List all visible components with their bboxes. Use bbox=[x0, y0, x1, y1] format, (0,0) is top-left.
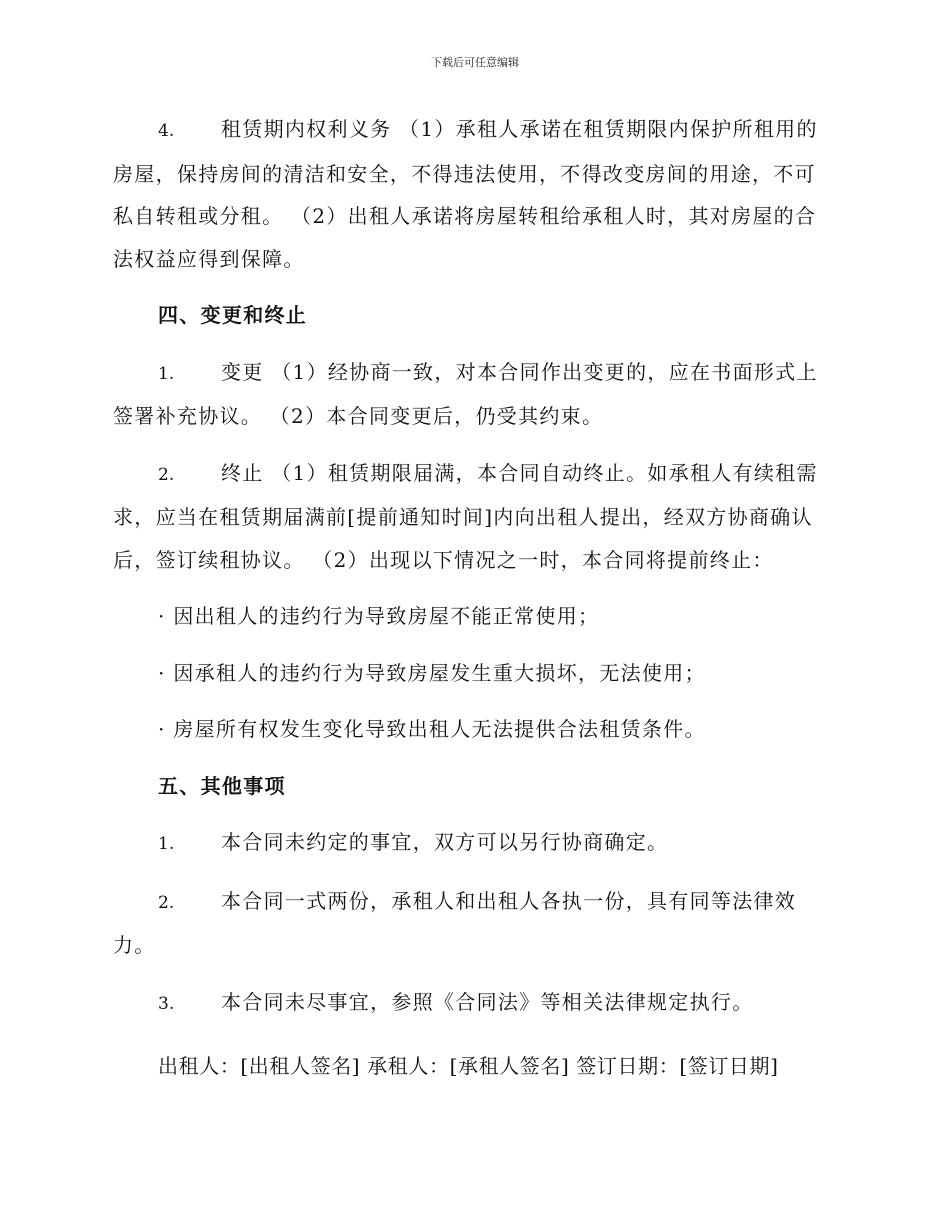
clause-change-1 bbox=[113, 351, 829, 438]
clause-text: 变更 （1）经协商一致，对本合同作出变更的，应在书面形式上签署补充协议。 （2）本合同变更后，仍受其约束。 bbox=[113, 359, 818, 428]
clause-other-2 bbox=[113, 880, 829, 967]
section-heading-5: 五、其他事项 bbox=[158, 773, 286, 798]
document-body bbox=[113, 108, 829, 1108]
clause-text: 终止 （1）租赁期限届满，本合同自动终止。如承租人有续租需求，应当在租赁期届满前[提前通知时间]内向出租人提出，经双方协商确认后，签订续租协议。 （2）出现以下情况之一时，本合同将提前终止： bbox=[113, 460, 818, 572]
page-header: 下载后可任意编辑 bbox=[431, 56, 519, 69]
clause-number: 1. bbox=[158, 363, 175, 384]
list-item: · 房屋所有权发生变化导致出租人无法提供合法租赁条件。 bbox=[158, 717, 706, 741]
clause-number: 2. bbox=[158, 892, 175, 913]
clause-number: 3. bbox=[158, 993, 175, 1014]
clause-text: 租赁期内权利义务 （1）承租人承诺在租赁期限内保护所租用的房屋，保持房间的清洁和安全，不得违法使用，不得改变房间的用途，不可私自转租或分租。 （2）出租人承诺将房屋转租给承租人时，其对房屋的合法权益应得到保障。 bbox=[113, 117, 818, 271]
clause-other-1 bbox=[113, 821, 829, 866]
clause-number: 2. bbox=[158, 464, 175, 485]
clause-number: 4. bbox=[158, 121, 175, 141]
clause-4 bbox=[113, 108, 829, 280]
clause-other-3 bbox=[113, 981, 829, 1026]
clause-text: 本合同未约定的事宜，双方可以另行协商确定。 bbox=[221, 830, 669, 854]
section-heading-4: 四、变更和终止 bbox=[158, 303, 308, 327]
clause-number: 1. bbox=[158, 834, 175, 854]
list-item: · 因承租人的违约行为导致房屋发生重大损坏，无法使用； bbox=[158, 660, 706, 685]
clause-text: 本合同一式两份，承租人和出租人各执一份，具有同等法律效力。 bbox=[113, 888, 797, 957]
signature-line: 出租人：[出租人签名] 承租人：[承租人签名] 签订日期：[签订日期] bbox=[158, 1054, 779, 1078]
clause-change-2 bbox=[113, 452, 829, 582]
clause-text: 本合同未尽事宜，参照《合同法》等相关法律规定执行。 bbox=[221, 989, 754, 1014]
list-item: · 因出租人的违约行为导致房屋不能正常使用； bbox=[158, 604, 600, 628]
